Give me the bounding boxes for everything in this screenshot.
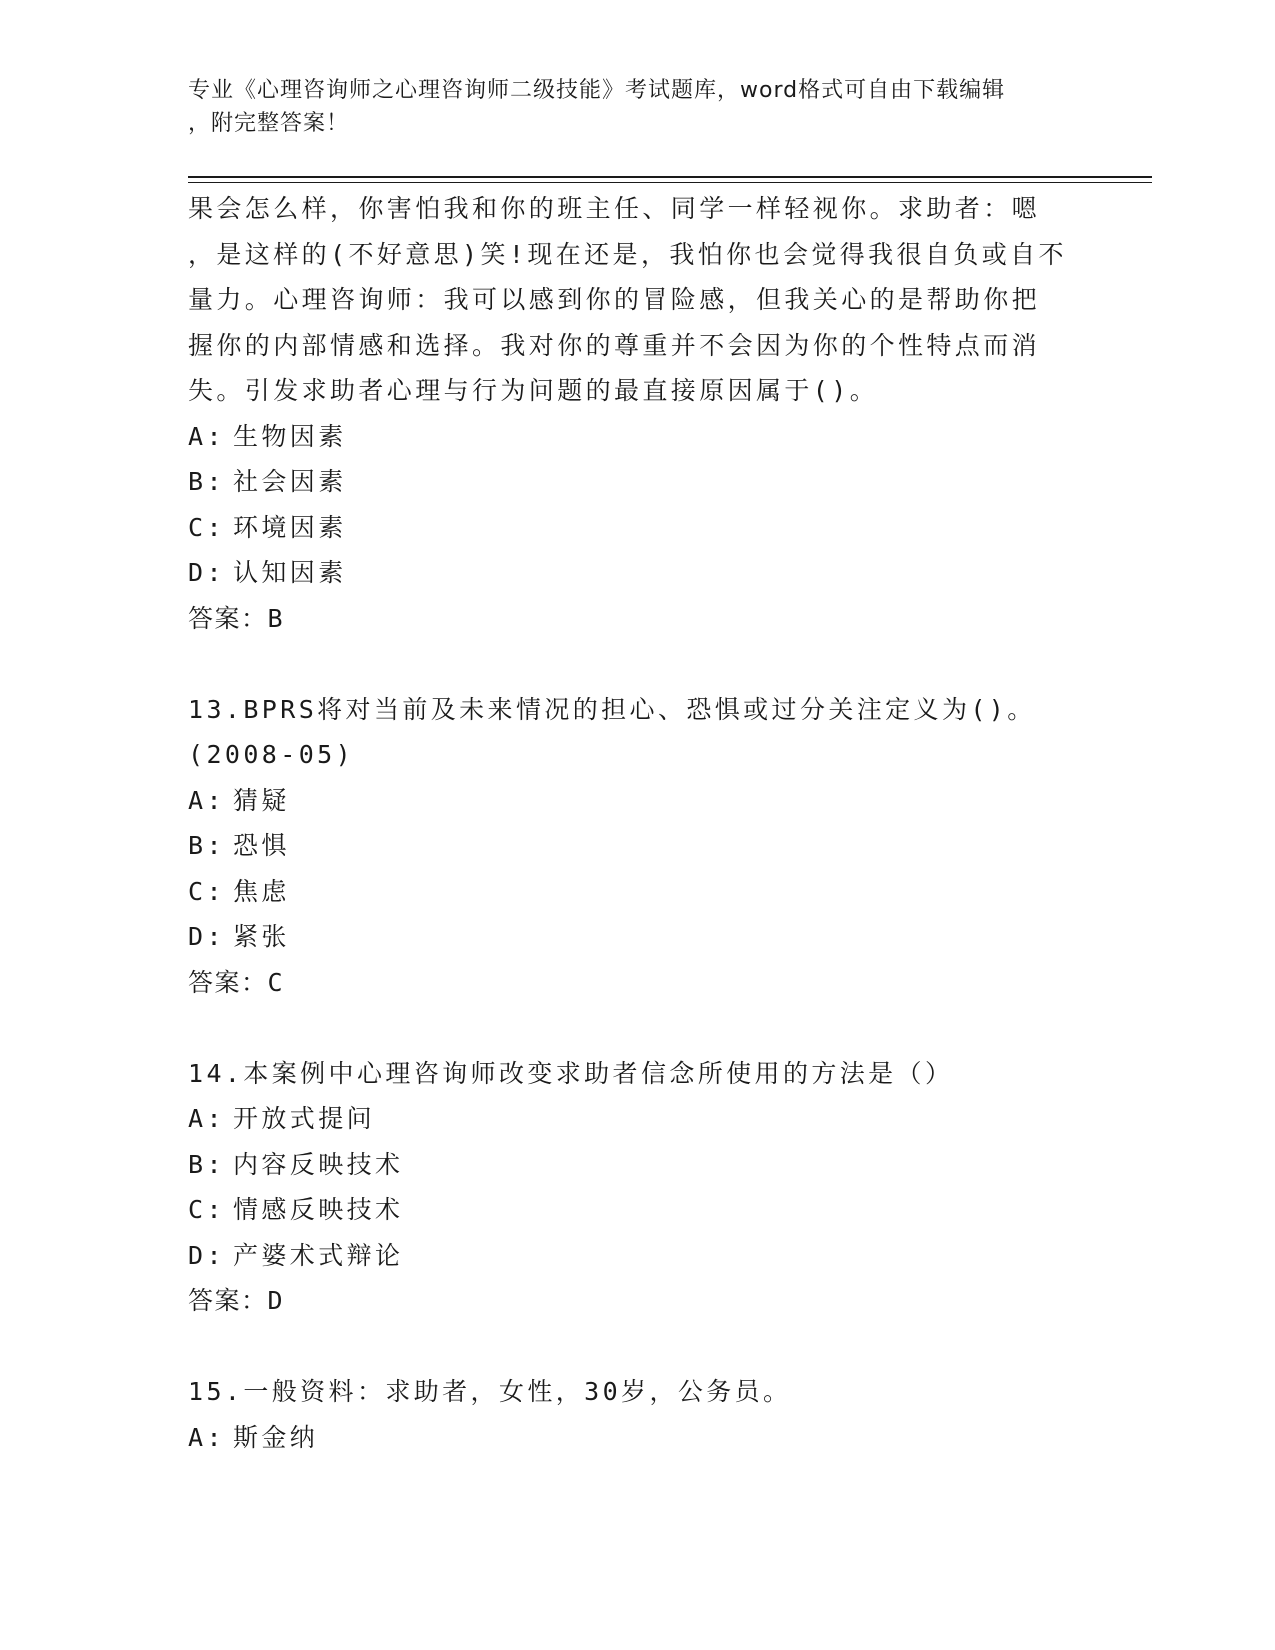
header-rule-thin [188,182,1152,183]
question-text-line: 14.本案例中心理咨询师改变求助者信念所使用的方法是（） [188,1058,954,1088]
question-text-line: 握你的内部情感和选择。我对你的尊重并不会因为你的个性特点而消 [188,330,1041,360]
option-a: A: 开放式提问 [188,1104,376,1133]
option-d: D: 产婆术式辩论 [188,1240,404,1270]
document-body [188,186,1088,1460]
option-b: B: 社会因素 [188,467,347,496]
option-d: D: 认知因素 [188,558,347,587]
question-text-line: 15.一般资料：求助者，女性，30岁，公务员。 [188,1377,792,1406]
option-d: D: 紧张 [188,922,290,951]
question-14 [188,1051,1088,1324]
option-a: A: 生物因素 [188,421,347,451]
answer-line: 答案：B [188,603,285,633]
option-c: C: 焦虑 [188,876,290,906]
option-b: B: 恐惧 [188,831,290,860]
question-text-line: ，是这样的(不好意思)笑!现在还是，我怕你也会觉得我很自负或自不 [188,239,1067,269]
header-line-1: 专业《心理咨询师之心理咨询师二级技能》考试题库，word格式可自由下载编辑 [188,78,1006,103]
question-gap [188,1324,1088,1370]
answer-line: 答案：C [188,967,285,997]
option-a: A: 猜疑 [188,785,290,815]
header-line-2: ，附完整答案！ [188,111,350,136]
question-gap [188,1005,1088,1051]
question-text-line: 量力。心理咨询师：我可以感到你的冒险感，但我关心的是帮助你把 [188,285,1041,314]
option-c: C: 环境因素 [188,512,347,542]
header-rule-thick [188,176,1152,178]
question-text-line: 13.BPRS将对当前及未来情况的担心、恐惧或过分关注定义为()。 [188,694,1036,724]
option-b: B: 内容反映技术 [188,1149,404,1179]
question-gap [188,641,1088,687]
document-header [188,74,1088,140]
option-c: C: 情感反映技术 [188,1195,404,1224]
question-text-line: 失。引发求助者心理与行为问题的最直接原因属于()。 [188,376,879,405]
question-text-line: 果会怎么样，你害怕我和你的班主任、同学一样轻视你。求助者：嗯 [188,194,1041,223]
answer-line: 答案：D [188,1286,285,1315]
question-15 [188,1369,1088,1460]
option-a: A: 斯金纳 [188,1422,319,1452]
question-text-line: (2008-05) [188,740,355,769]
question-continuation [188,186,1088,641]
question-13 [188,687,1088,1006]
